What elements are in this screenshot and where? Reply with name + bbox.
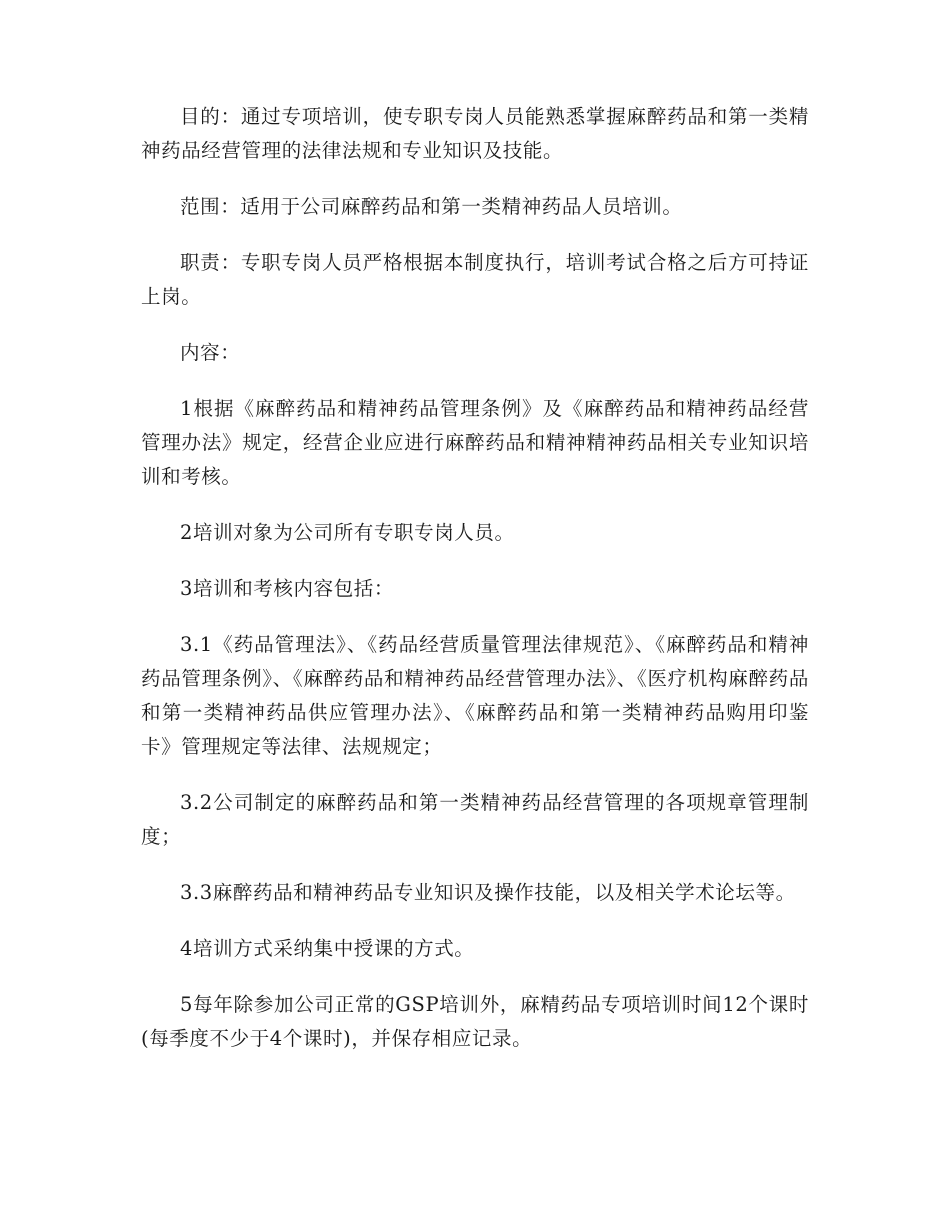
paragraph-purpose: 目的：通过专项培训，使专职专岗人员能熟悉掌握麻醉药品和第一类精神药品经营管理的法律法规和专业知识及技能。 bbox=[141, 105, 809, 162]
paragraph-scope: 范围：适用于公司麻醉药品和第一类精神药品人员培训。 bbox=[180, 195, 683, 218]
paragraph-content-heading: 内容： bbox=[180, 341, 241, 364]
paragraph-item-3-3: 3.3麻醉药品和精神药品专业知识及操作技能，以及相关学术论坛等。 bbox=[180, 881, 796, 904]
paragraph-item-1: 1根据《麻醉药品和精神药品管理条例》及《麻醉药品和精神药品经营管理办法》规定，经营企业应进行麻醉药品和精神精神药品相关专业知识培训和考核。 bbox=[141, 397, 809, 488]
paragraph-item-5: 5每年除参加公司正常的GSP培训外，麻精药品专项培训时间12个课时(每季度不少于4个课时)，并保存相应记录。 bbox=[141, 993, 809, 1050]
paragraph-item-3-1: 3.1《药品管理法》、《药品经营质量管理法律规范》、《麻醉药品和精神药品管理条例》、《麻醉药品和精神药品经营管理办法》、《医疗机构麻醉药品和第一类精神药品供应管理办法》、《麻醉药品和第一类精神药品购用印鉴卡》管理规定等法律、法规规定； bbox=[141, 633, 809, 758]
paragraph-item-3-2: 3.2公司制定的麻醉药品和第一类精神药品经营管理的各项规章管理制度； bbox=[141, 791, 809, 848]
paragraph-responsibility: 职责：专职专岗人员严格根据本制度执行，培训考试合格之后方可持证上岗。 bbox=[141, 251, 809, 308]
paragraph-item-2: 2培训对象为公司所有专职专岗人员。 bbox=[180, 521, 515, 544]
paragraph-item-4: 4培训方式采纳集中授课的方式。 bbox=[180, 937, 475, 960]
paragraph-item-3: 3培训和考核内容包括： bbox=[180, 577, 395, 600]
